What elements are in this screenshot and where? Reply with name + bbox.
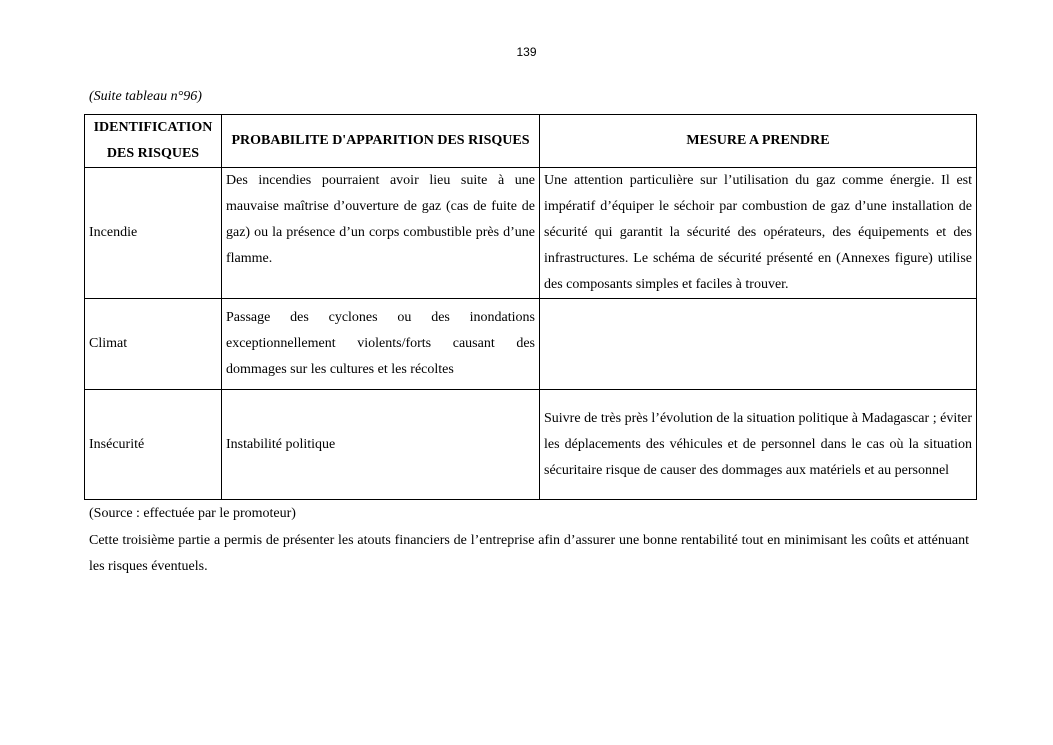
table-row [85, 390, 977, 500]
page-number: 139 [516, 45, 537, 59]
header-probability: PROBABILITE D'APPARITION DES RISQUES [222, 115, 540, 168]
table-header-row [85, 115, 977, 168]
table-source: (Source : effectuée par le promoteur) [89, 506, 296, 521]
measure-cell: Suivre de très près l’évolution de la situation politique à Madagascar ; éviter les déplacements des véhicules et de personnel dans le cas où la situation sécuritaire risque de causer des dommages aux matériels et au personnel [540, 390, 977, 500]
probability-cell: Passage des cyclones ou des inondations exceptionnellement violents/forts causant des dommages sur les cultures et les récoltes [222, 299, 540, 390]
probability-cell: Instabilité politique [222, 390, 540, 500]
table-row [85, 168, 977, 299]
risk-cell: Climat [85, 299, 222, 390]
table-caption: (Suite tableau n°96) [89, 89, 202, 104]
header-identification: IDENTIFICATION DES RISQUES [85, 115, 222, 168]
risk-table [84, 114, 977, 500]
measure-cell: Une attention particulière sur l’utilisation du gaz comme énergie. Il est impératif d’équiper le séchoir par combustion de gaz d’une installation de sécurité qui garantit la sécurité des opérateurs, des équipements et des infrastructures. Le schéma de sécurité présenté en (Annexes figure) utilise des composants simples et faciles à trouver. [540, 168, 977, 299]
conclusion-paragraph: Cette troisième partie a permis de présenter les atouts financiers de l’entreprise afin d’assurer une bonne rentabilité tout en minimisant les coûts et atténuant les risques éventuels. [89, 533, 969, 574]
risk-cell: Incendie [85, 168, 222, 299]
probability-cell: Des incendies pourraient avoir lieu suite à une mauvaise maîtrise d’ouverture de gaz (cas de fuite de gaz) ou la présence d’un corps combustible près d’une flamme. [222, 168, 540, 299]
measure-cell [540, 299, 977, 390]
risk-cell: Insécurité [85, 390, 222, 500]
header-measure: MESURE A PRENDRE [540, 115, 977, 168]
table-row [85, 299, 977, 390]
